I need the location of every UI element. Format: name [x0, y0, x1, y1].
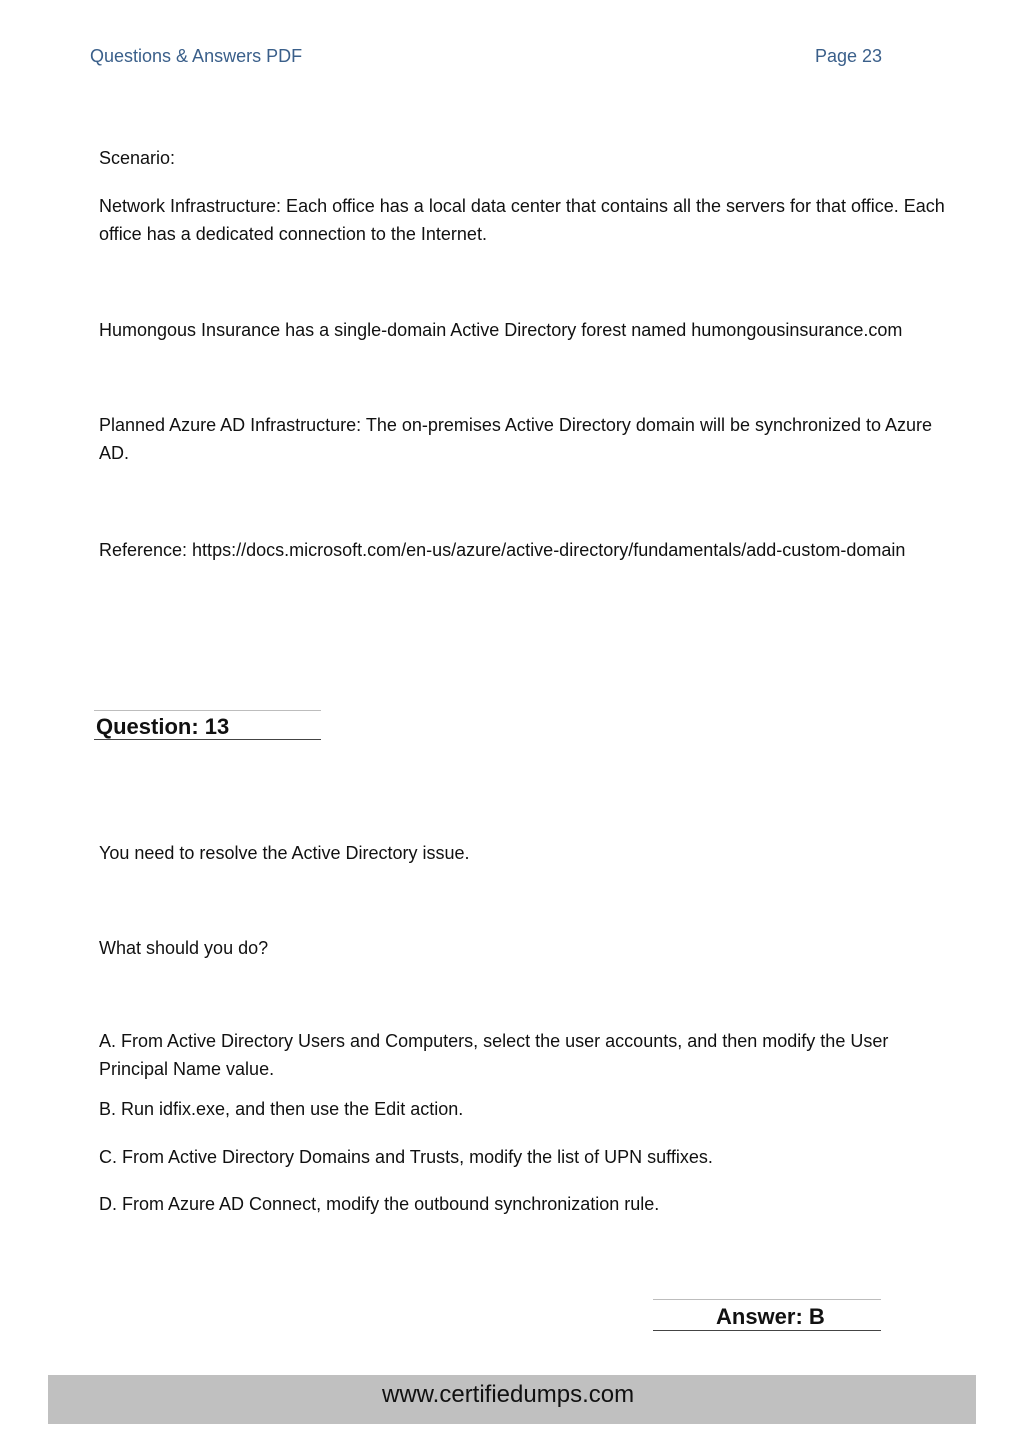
planned-azure-text: Planned Azure AD Infrastructure: The on-premises Active Directory domain will be synchronized to Azure AD.: [99, 415, 933, 463]
question-prompt: You need to resolve the Active Directory issue.: [99, 843, 470, 863]
option-b: B. Run idfix.exe, and then use the Edit action.: [99, 1099, 464, 1119]
forest-text: Humongous Insurance has a single-domain Active Directory forest named humongousinsurance.com: [99, 320, 903, 340]
option-c: C. From Active Directory Domains and Trusts, modify the list of UPN suffixes.: [99, 1147, 713, 1167]
reference-text: Reference: https://docs.microsoft.com/en-us/azure/active-directory/fundamentals/add-custom-domain: [99, 540, 906, 560]
question-heading-box: [94, 710, 321, 740]
question-ask: What should you do?: [99, 938, 269, 958]
answer-box: [653, 1299, 881, 1331]
scenario-label: Scenario:: [99, 148, 176, 168]
footer-website: www.certifiedumps.com: [382, 1381, 635, 1408]
network-infrastructure-text: Network Infrastructure: Each office has a local data center that contains all the servers for that office. Each office has a dedicated connection to the Internet.: [99, 196, 945, 244]
option-a: A. From Active Directory Users and Computers, select the user accounts, and then modify the User Principal Name value.: [99, 1031, 889, 1079]
option-d: D. From Azure AD Connect, modify the outbound synchronization rule.: [99, 1194, 660, 1214]
answer-text: Answer: B: [716, 1304, 825, 1329]
question-title: Question: 13: [96, 714, 230, 739]
page-number: Page 23: [815, 46, 883, 66]
header-title: Questions & Answers PDF: [90, 46, 303, 66]
